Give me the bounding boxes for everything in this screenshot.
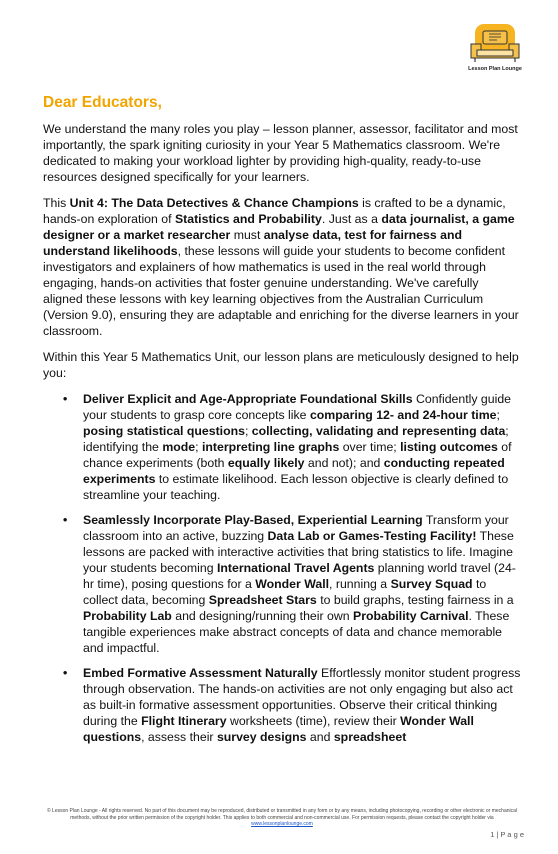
lounge-sofa-icon — [463, 22, 527, 66]
greeting-heading: Dear Educators, — [43, 94, 162, 111]
text-run: , these lessons will guide your students to become confident investigators and explainers of how mathematics is used in the real world through engaging, hands-on activities that foster genuine understanding. We've carefully aligned these lessons with key learning objectives from the Australian Curriculum (Version 9.0), ensuring they are adaptable and enriching for the diverse learners in your classroom. — [43, 244, 519, 338]
bullet-title: Seamlessly Incorporate Play-Based, Experiential Learning — [83, 513, 423, 527]
bold-run: conducting repeated experiments — [83, 456, 505, 486]
text-run: and designing/running their own — [171, 609, 353, 623]
text-run: and not); and — [304, 456, 384, 470]
list-item — [43, 391, 521, 503]
text-run: and — [306, 730, 334, 744]
page-label: P a g e — [500, 830, 524, 839]
bold-run: spreadsheet — [333, 730, 407, 744]
text-run: ; — [195, 440, 202, 454]
unit-intro-paragraph: Within this Year 5 Mathematics Unit, our lesson plans are meticulously designed to help you: — [43, 350, 519, 380]
strand-name: Statistics and Probability — [174, 212, 322, 226]
copyright-text: © Lesson Plan Lounge - All rights reserved. No part of this document may be reproduced, distributed or transmitted in any form or by any means, including photocopying, recording or other electronic or mechanical methods, without the prior written permission of the copyright holder. This applies to both commercial and non-commercial use. For permission requests, please contact the copyright holder via — [46, 808, 518, 821]
bullet-title: Deliver Explicit and Age-Appropriate Foundational Skills — [83, 392, 413, 406]
page-separator: | — [496, 830, 499, 839]
text-run: to collect data, becoming — [83, 577, 487, 607]
text-run: . Just as a — [321, 212, 382, 226]
bold-run: data journalist, a game designer or a market researcher — [43, 212, 515, 242]
page-number-value: 1 — [490, 830, 495, 839]
bold-run: listing outcomes — [400, 440, 498, 454]
text-run: of chance experiments (both — [83, 440, 512, 470]
text-run: , running a — [329, 577, 391, 591]
list-item — [43, 665, 521, 745]
bold-run: Wonder Wall — [255, 577, 330, 591]
unit-title: Unit 4: The Data Detectives & Chance Champions — [69, 196, 359, 210]
bold-run: posing statistical questions — [83, 424, 245, 438]
bold-run: Spreadsheet Stars — [208, 593, 317, 607]
bold-run: analyse data, test for fairness and understand likelihoods — [43, 228, 462, 258]
bold-run: mode — [162, 440, 196, 454]
bold-run: equally likely — [227, 456, 305, 470]
bold-run: survey designs — [216, 730, 307, 744]
text-run: ; identifying the — [83, 424, 509, 454]
bold-run: interpreting line graphs — [201, 440, 340, 454]
text-run: is crafted to be a dynamic, hands-on exploration of — [43, 196, 506, 226]
list-item — [43, 512, 521, 656]
text-run: to estimate likelihood. Each lesson objective is clearly defined to streamline your teaching. — [83, 472, 509, 502]
bold-run: Flight Itinerary — [141, 714, 227, 728]
text-run: must — [230, 228, 264, 242]
bold-run: Data Lab or Games-Testing Facility! — [267, 529, 477, 543]
intro-paragraph: We understand the many roles you play – lesson planner, assessor, facilitator and most importantly, the spark igniting curiosity in your Year 5 Mathematics classroom. We're dedicated to making your workload lighter by providing high-quality, ready-to-use resources designed specifically for your learners. — [43, 122, 518, 184]
bold-run: Survey Squad — [390, 577, 473, 591]
lesson-plan-lounge-logo — [463, 22, 527, 74]
text-run: These lessons are packed with interactive activities that bring statistics to life. Imagine your students becoming — [83, 529, 514, 575]
text-run: to build graphs, testing fairness in a — [316, 593, 514, 607]
text-run: ; — [496, 408, 500, 422]
text-run: . These tangible experiences make abstract concepts of data and chance memorable and impactful. — [83, 609, 510, 655]
text-run: Effortlessly monitor student progress through observation. The hands-on activities are not only engaging but also act as built-in formative assessment opportunities. Observe their critical thinking during the — [83, 666, 521, 728]
bold-run: International Travel Agents — [216, 561, 375, 575]
unit-description-paragraph — [43, 195, 521, 339]
website-link[interactable]: www.lessonplanlounge.com — [251, 821, 313, 827]
benefits-list — [43, 391, 521, 745]
bold-run: collecting, validating and representing data — [251, 424, 506, 438]
text-run: Confidently guide your students to grasp core concepts like — [83, 392, 512, 422]
page-number — [490, 830, 524, 839]
text-run: This — [43, 196, 70, 210]
letter-body — [43, 94, 521, 754]
bold-run: Wonder Wall questions — [83, 714, 474, 744]
text-run: , assess their — [141, 730, 217, 744]
copyright-footer — [43, 808, 521, 828]
text-run: ; — [244, 424, 252, 438]
logo-text: Lesson Plan Lounge — [468, 66, 522, 72]
bold-run: Probability Carnival — [353, 609, 469, 623]
bold-run: Probability Lab — [83, 609, 172, 623]
text-run: Transform your classroom into an active, buzzing — [83, 513, 509, 543]
text-run: planning world travel (24-hr time), posing questions for a — [83, 561, 516, 591]
bullet-title: Embed Formative Assessment Naturally — [83, 666, 318, 680]
text-run: over time; — [339, 440, 401, 454]
text-run: worksheets (time), review their — [226, 714, 401, 728]
bold-run: comparing 12- and 24-hour time — [309, 408, 497, 422]
